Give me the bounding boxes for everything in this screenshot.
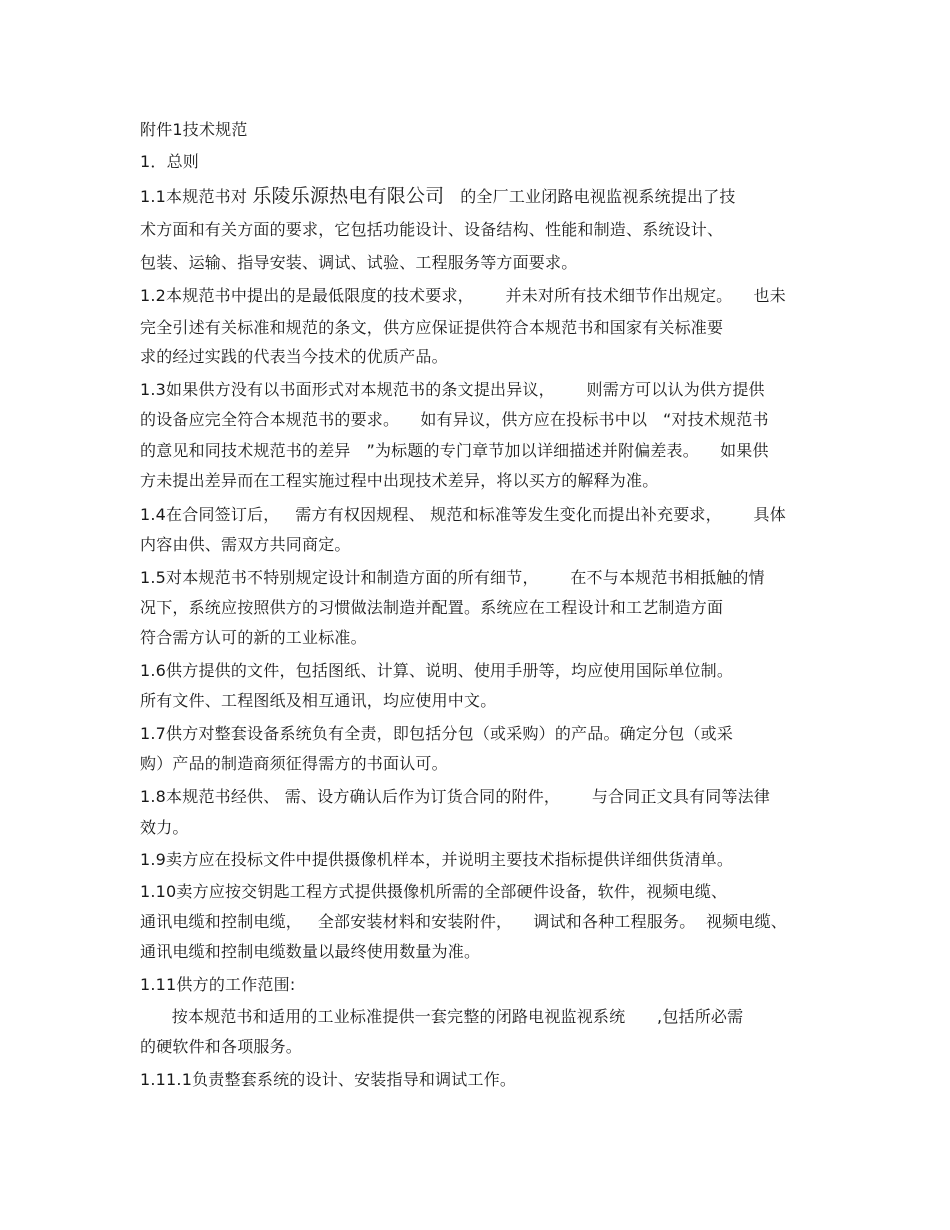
paragraph-1-11-title: 1.11供方的工作范围: — [140, 975, 296, 994]
paragraph-1-10-line: 通讯电缆和控制电缆数量以最终使用数量为准。 — [140, 942, 481, 961]
company-name: 乐陵乐源热电有限公司 — [252, 185, 445, 207]
attachment-heading: 附件1技术规范 — [140, 120, 248, 139]
paragraph-1-5-line: 1.5对本规范书不特别规定设计和制造方面的所有细节， 在不与本规范书相抵触的情 — [140, 568, 765, 587]
paragraph-1-9-line: 1.9卖方应在投标文件中提供摄像机样本，并说明主要技术指标提供详细供货清单。 — [140, 850, 734, 869]
paragraph-1-5-line: 况下，系统应按照供方的习惯做法制造并配置。系统应在工程设计和工艺制造方面 — [140, 598, 724, 617]
paragraph-1-2-line: 1.2本规范书中提出的是最低限度的技术要求， 并未对所有技术细节作出规定。 也未 — [140, 286, 786, 305]
paragraph-1-2-line: 完全引述有关标准和规范的条文，供方应保证提供符合本规范书和国家有关标准要 — [140, 318, 724, 337]
paragraph-1-3-line: 的设备应完全符合本规范书的要求。 如有异议，供方应在投标书中以 “对技术规范书 — [140, 410, 769, 429]
paragraph-1-10-line: 1.10卖方应按交钥匙工程方式提供摄像机所需的全部硬件设备，软件，视频电缆、 — [140, 882, 728, 901]
paragraph-1-3-line: 的意见和同技术规范书的差异 ”为标题的专门章节加以详细描述并附偏差表。 如果供 — [140, 441, 769, 460]
paragraph-1-1-line3: 包装、运输、指导安装、调试、试验、工程服务等方面要求。 — [140, 253, 578, 272]
paragraph-1-4-line: 内容由供、需双方共同商定。 — [140, 535, 351, 554]
paragraph-1-1-suffix: 的全厂工业闭路电视监视系统提出了技 — [460, 187, 736, 206]
paragraph-1-7-line: 1.7供方对整套设备系统负有全责，即包括分包（或采购）的产品。确定分包（或采 — [140, 724, 734, 743]
paragraph-1-5-line: 符合需方认可的新的工业标准。 — [140, 628, 367, 647]
paragraph-1-11-line: 按本规范书和适用的工业标准提供一套完整的闭路电视监视系统 ,包括所必需 — [140, 1007, 744, 1026]
paragraph-1-2-line: 求的经过实践的代表当今技术的优质产品。 — [140, 347, 448, 366]
paragraph-1-11-line: 的硬软件和各项服务。 — [140, 1037, 303, 1056]
paragraph-1-8-line: 效力。 — [140, 818, 189, 837]
paragraph-1-4-line: 1.4在合同签订后， 需方有权因规程、 规范和标准等发生变化而提出补充要求， 具体 — [140, 505, 786, 524]
paragraph-1-8-line: 1.8本规范书经供、 需、设方确认后作为订货合同的附件， 与合同正文具有同等法律 — [140, 787, 771, 806]
paragraph-1-7-line: 购）产品的制造商须征得需方的书面认可。 — [140, 754, 448, 773]
paragraph-1-1-prefix: 1.1本规范书对 — [140, 187, 248, 206]
paragraph-1-1-line2: 术方面和有关方面的要求，它包括功能设计、设备结构、性能和制造、系统设计、 — [140, 220, 724, 239]
paragraph-1-10-line: 通讯电缆和控制电缆， 全部安装材料和安装附件， 调试和各种工程服务。 视频电缆、 — [140, 912, 787, 931]
paragraph-1-3-line: 方未提出差异而在工程实施过程中出现技术差异，将以买方的解释为准。 — [140, 471, 659, 490]
paragraph-1-6-line: 1.6供方提供的文件，包括图纸、计算、说明、使用手册等，均应使用国际单位制。 — [140, 661, 734, 680]
section-title: 1．总则 — [140, 152, 199, 171]
paragraph-1-6-line: 所有文件、工程图纸及相互通讯，均应使用中文。 — [140, 691, 497, 710]
paragraph-1-1-line — [140, 186, 736, 207]
paragraph-1-11-1-line: 1.11.1负责整套系统的设计、安装指导和调试工作。 — [140, 1070, 517, 1089]
paragraph-1-3-line: 1.3如果供方没有以书面形式对本规范书的条文提出异议， 则需方可以认为供方提供 — [140, 380, 765, 399]
